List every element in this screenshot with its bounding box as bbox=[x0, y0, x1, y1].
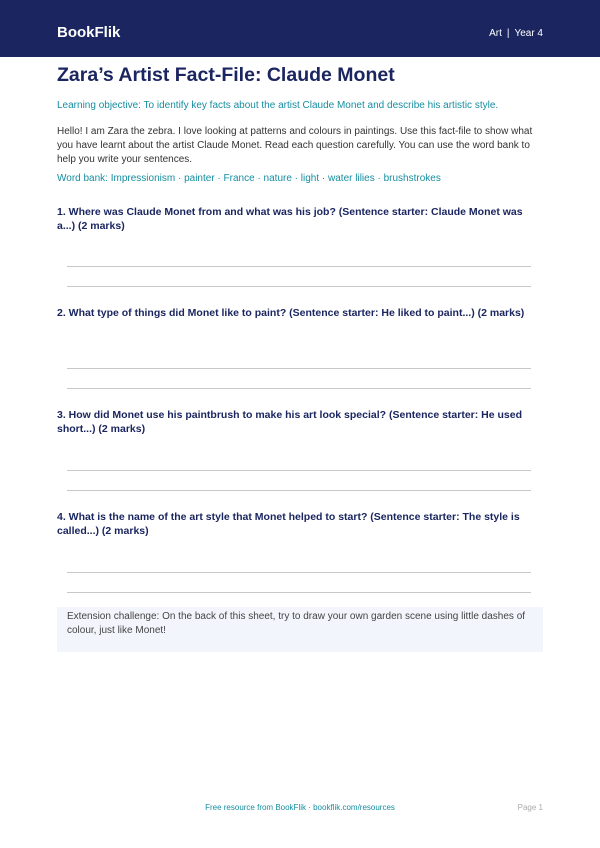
page-title: Zara’s Artist Fact-File: Claude Monet bbox=[57, 64, 395, 86]
question-1: 1. Where was Claude Monet from and what was his job? (Sentence starter: Claude Monet was a...) (2 marks) bbox=[57, 206, 523, 232]
page-number: Page 1 bbox=[517, 803, 543, 812]
subject-year-label bbox=[489, 28, 543, 39]
subject-label: Art bbox=[489, 28, 502, 39]
extension-challenge: Extension challenge: On the back of this sheet, try to draw your own garden scene using little dashes of colour, just like Monet! bbox=[57, 607, 543, 652]
header-bar bbox=[0, 0, 600, 57]
intro-paragraph: Hello! I am Zara the zebra. I love looking at patterns and colours in paintings. Use this fact-file to show what you have learnt about the artist Claude Monet. Read each question carefully. You can use the word bank to help you write your sentences. bbox=[57, 126, 533, 165]
word-bank: Word bank: Impressionism · painter · France · nature · light · water lilies · brushstrokes bbox=[57, 173, 441, 184]
answer-line[interactable] bbox=[67, 388, 531, 389]
learning-objective: Learning objective: To identify key facts about the artist Claude Monet and describe his artistic style. bbox=[57, 100, 499, 111]
question-3: 3. How did Monet use his paintbrush to make his art look special? (Sentence starter: He used short...) (2 marks) bbox=[57, 409, 523, 435]
brand-logo[interactable]: BookFlik bbox=[57, 24, 121, 41]
answer-line[interactable] bbox=[67, 470, 531, 471]
meta-separator: | bbox=[506, 28, 510, 39]
year-label: Year 4 bbox=[514, 28, 543, 39]
answer-line[interactable] bbox=[67, 572, 531, 573]
answer-line[interactable] bbox=[67, 592, 531, 593]
question-4: 4. What is the name of the art style that Monet helped to start? (Sentence starter: The style is called...) (2 marks) bbox=[57, 511, 520, 537]
answer-line[interactable] bbox=[67, 368, 531, 369]
answer-line[interactable] bbox=[67, 266, 531, 267]
answer-line[interactable] bbox=[67, 286, 531, 287]
footer-text[interactable]: Free resource from BookFlik · bookflik.com/resources bbox=[205, 803, 395, 812]
question-2: 2. What type of things did Monet like to paint? (Sentence starter: He liked to paint...) (2 marks) bbox=[57, 307, 525, 319]
answer-line[interactable] bbox=[67, 490, 531, 491]
